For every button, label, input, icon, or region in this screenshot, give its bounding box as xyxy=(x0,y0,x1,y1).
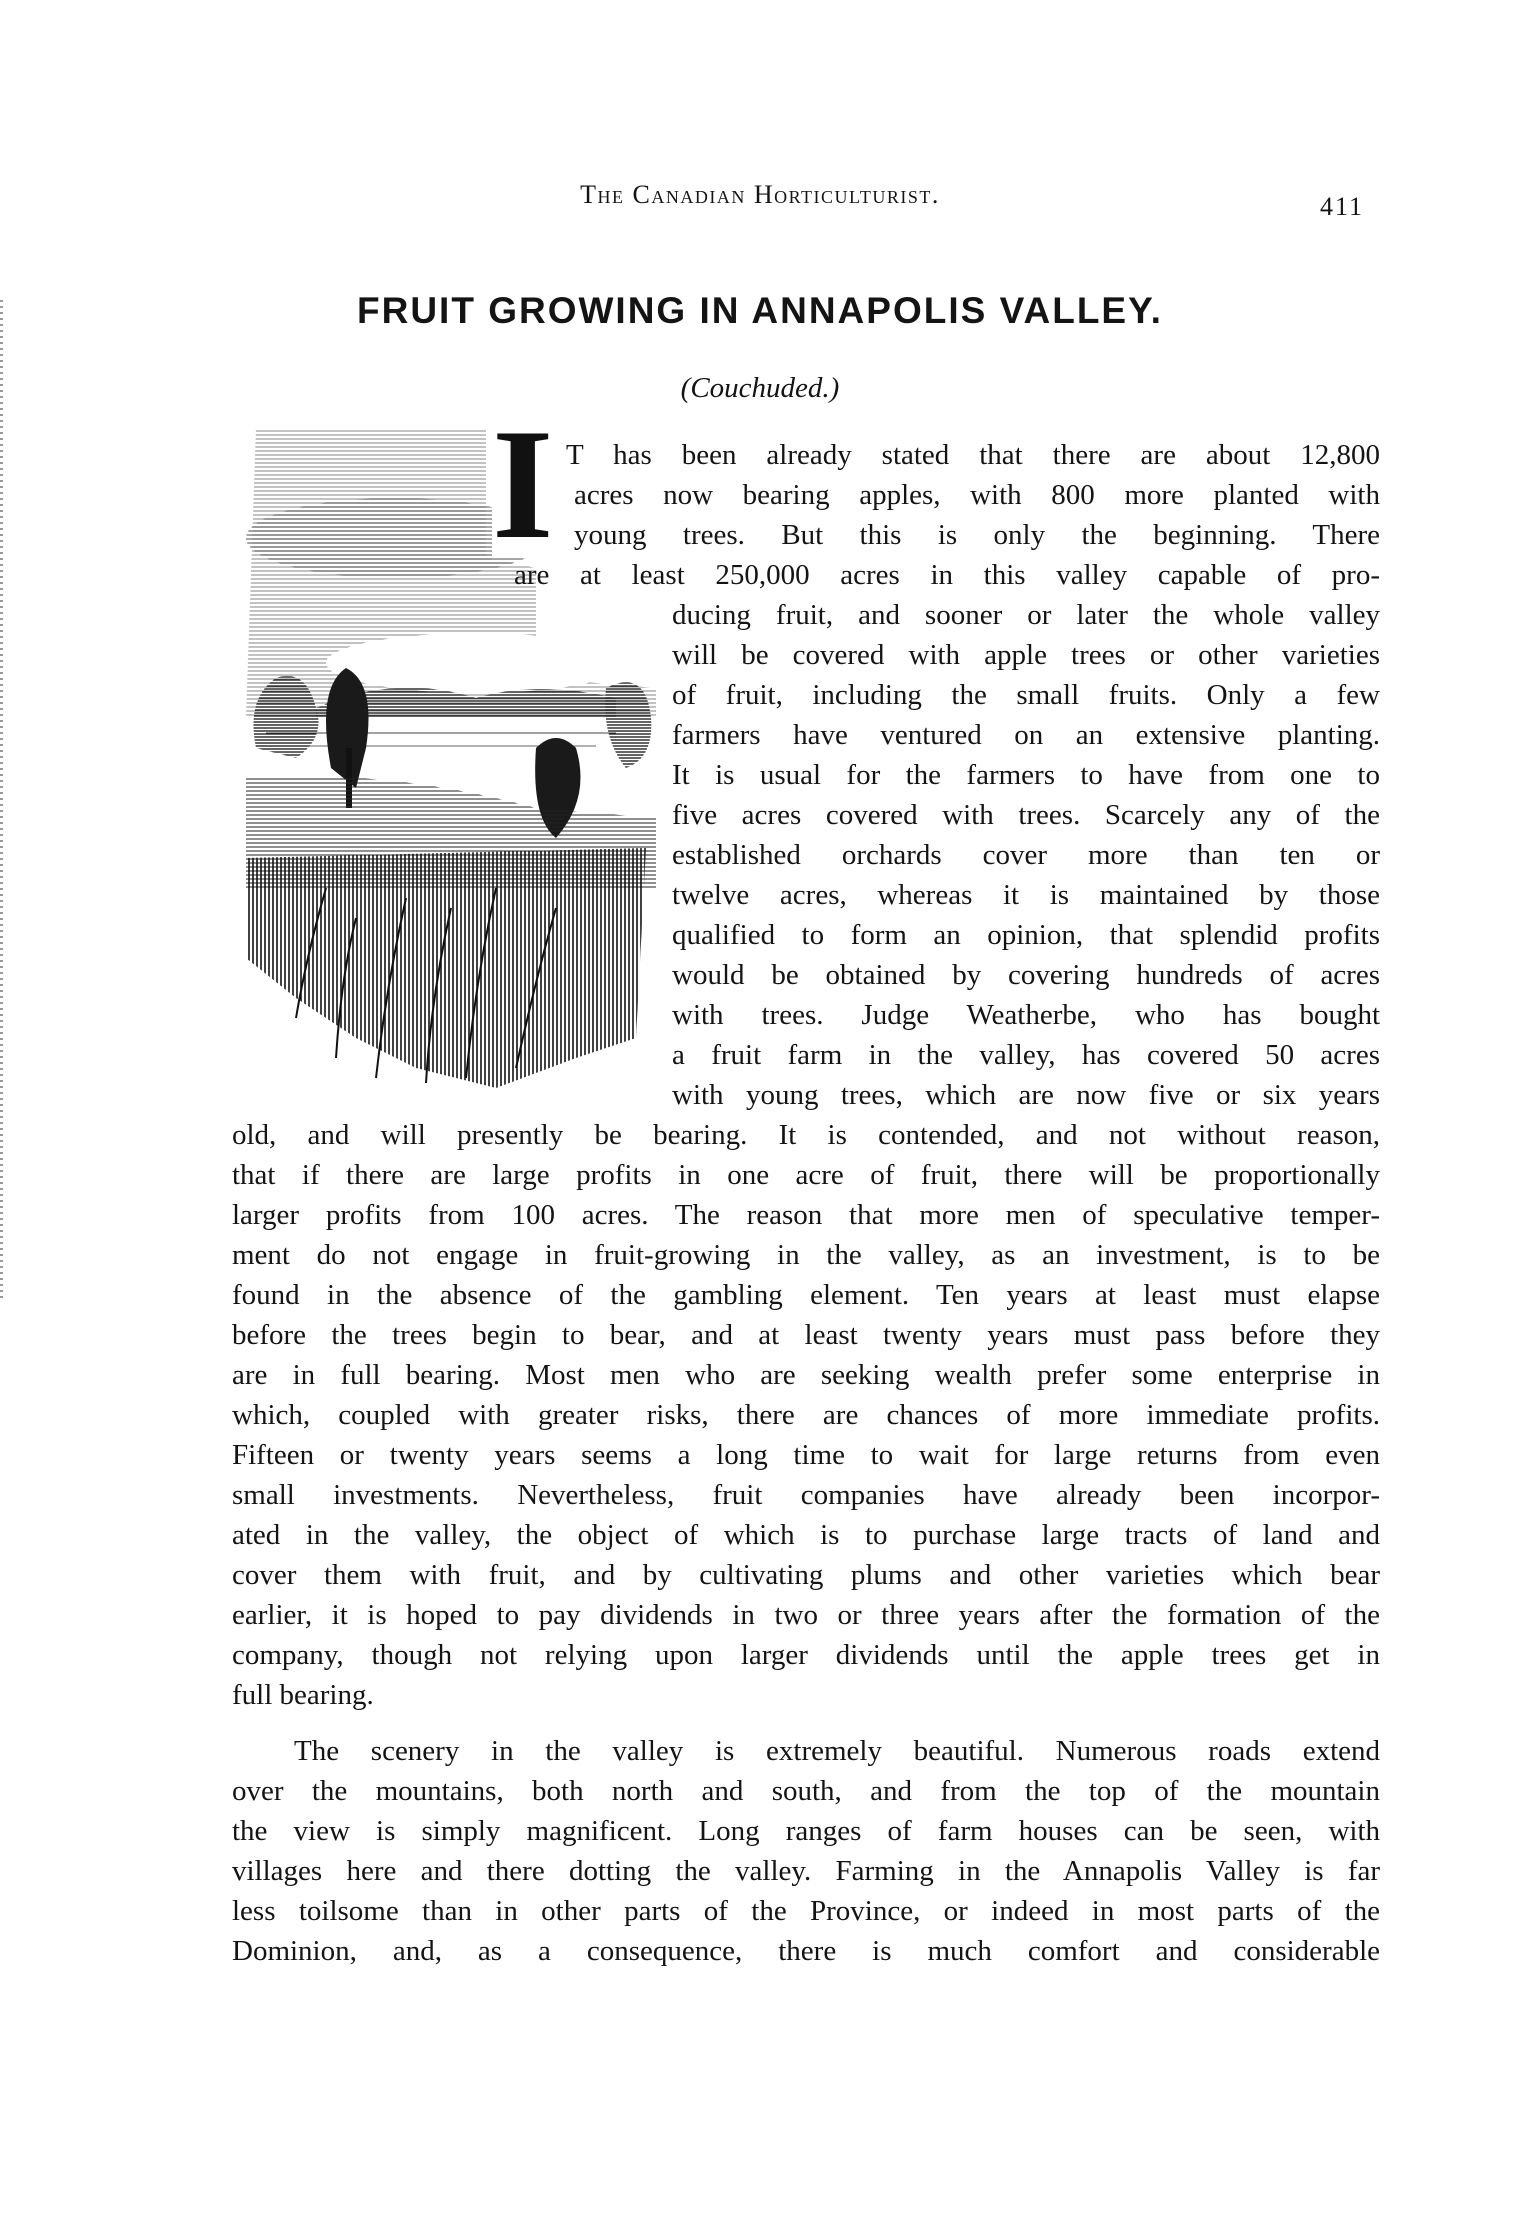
body-line: earlier, it is hoped to pay dividends in two or three years after the formation of the xyxy=(232,1599,1380,1631)
body-line: are at least 250,000 acres in this valley capable of pro- xyxy=(514,559,1380,591)
body-line: young trees. But this is only the beginning. There xyxy=(574,519,1380,551)
body-line: company, though not relying upon larger dividends until the apple trees get in xyxy=(232,1639,1380,1671)
body-line: ment do not engage in fruit-growing in the valley, as an investment, is to be xyxy=(232,1239,1380,1271)
body-line: T has been already stated that there are about 12,800 xyxy=(566,439,1380,471)
body-line: are in full bearing. Most men who are seeking wealth prefer some enterprise in xyxy=(232,1359,1380,1391)
body-line: villages here and there dotting the valley. Farming in the Annapolis Valley is far xyxy=(232,1855,1380,1887)
body-line: twelve acres, whereas it is maintained by those xyxy=(672,879,1380,911)
body-line: established orchards cover more than ten or xyxy=(672,839,1380,871)
body-line: the view is simply magnificent. Long ranges of farm houses can be seen, with xyxy=(232,1815,1380,1847)
body-line: which, coupled with greater risks, there are chances of more immediate profits. xyxy=(232,1399,1380,1431)
body-line: less toilsome than in other parts of the Province, or indeed in most parts of the xyxy=(232,1895,1380,1927)
body-line: a fruit farm in the valley, has covered 50 acres xyxy=(672,1039,1380,1071)
body-line: acres now bearing apples, with 800 more planted with xyxy=(574,479,1380,511)
article-title: FRUIT GROWING IN ANNAPOLIS VALLEY. xyxy=(357,290,1163,331)
body-line: that if there are large profits in one acre of fruit, there will be proportionally xyxy=(232,1159,1380,1191)
body-line: with young trees, which are now five or six years xyxy=(672,1079,1380,1111)
page-edge-mark xyxy=(0,300,3,1300)
body-line: old, and will presently be bearing. It is contended, and not without reason, xyxy=(232,1119,1380,1151)
body-line: of fruit, including the small fruits. Only a few xyxy=(672,679,1380,711)
body-line: before the trees begin to bear, and at least twenty years must pass before they xyxy=(232,1319,1380,1351)
article-subtitle: (Couchuded.) xyxy=(680,372,840,404)
body-line: Fifteen or twenty years seems a long time to wait for large returns from even xyxy=(232,1439,1380,1471)
page-number: 411 xyxy=(1320,192,1365,221)
body-line: It is usual for the farmers to have from one to xyxy=(672,759,1380,791)
body-line: qualified to form an opinion, that splendid profits xyxy=(672,919,1380,951)
body-line: small investments. Nevertheless, fruit companies have already been incorpor- xyxy=(232,1479,1380,1511)
body-line: larger profits from 100 acres. The reason that more men of speculative temper- xyxy=(232,1199,1380,1231)
body-line: cover them with fruit, and by cultivating plums and other varieties which bear xyxy=(232,1559,1380,1591)
body-line: ated in the valley, the object of which is to purchase large tracts of land and xyxy=(232,1519,1380,1551)
body-line: full bearing. xyxy=(232,1679,374,1711)
running-head: The Canadian Horticulturist. xyxy=(580,180,940,209)
body-line: Dominion, and, as a consequence, there is much comfort and considerable xyxy=(232,1935,1380,1967)
body-line: over the mountains, both north and south, and from the top of the mountain xyxy=(232,1775,1380,1807)
body-line: five acres covered with trees. Scarcely any of the xyxy=(672,799,1380,831)
body-line: found in the absence of the gambling element. Ten years at least must elapse xyxy=(232,1279,1380,1311)
body-line: The scenery in the valley is extremely beautiful. Numerous roads extend xyxy=(294,1735,1380,1767)
drop-cap: I xyxy=(492,397,554,572)
body-line: will be covered with apple trees or other varieties xyxy=(672,639,1380,671)
body-line: ducing fruit, and sooner or later the whole valley xyxy=(672,599,1380,631)
body-line: would be obtained by covering hundreds of acres xyxy=(672,959,1380,991)
body-line: farmers have ventured on an extensive planting. xyxy=(672,719,1380,751)
body-line: with trees. Judge Weatherbe, who has bought xyxy=(672,999,1380,1031)
